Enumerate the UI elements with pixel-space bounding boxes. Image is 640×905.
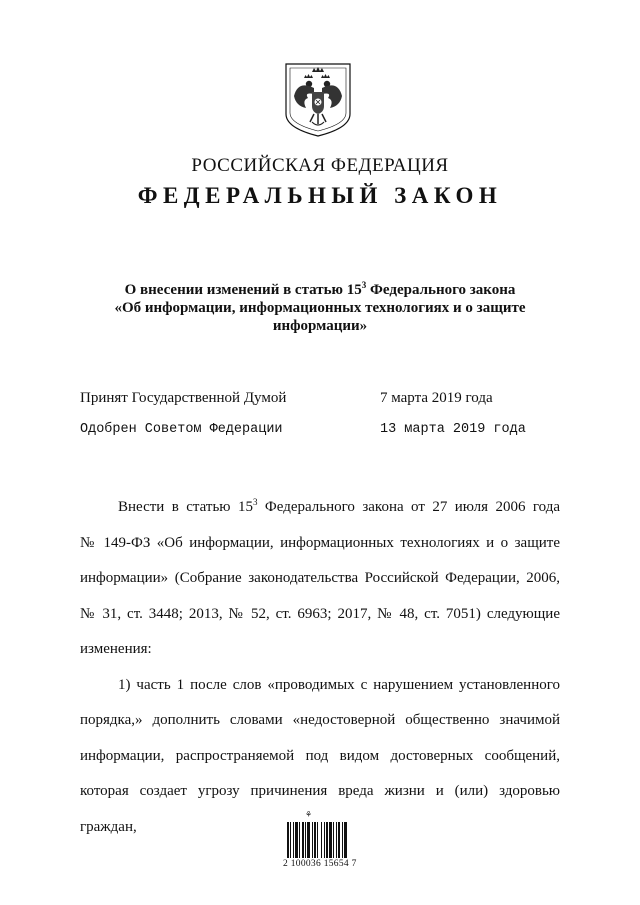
- barcode-bar: [312, 822, 313, 858]
- law-title: [90, 281, 550, 335]
- body-line: информации» (Собрание законодательства Российской Федерации, 2006,: [80, 570, 560, 586]
- barcode-bar: [295, 822, 298, 858]
- barcode-bar: [305, 822, 306, 858]
- barcode-bar: [287, 822, 289, 858]
- barcode-number: 2 100036 15654 7: [283, 859, 357, 869]
- body-line: [80, 490, 560, 526]
- title-line-3: информации»: [272, 318, 368, 334]
- barcode-bar: [324, 822, 325, 858]
- barcode-bar: [344, 822, 347, 858]
- barcode-bar: [321, 822, 322, 858]
- duma-label: Принят Государственной Думой: [80, 390, 287, 406]
- law-body: [80, 490, 560, 845]
- council-date: 13 марта 2019 года: [380, 422, 526, 437]
- registry-mark-icon: ⚘: [305, 810, 313, 819]
- title-line-1: [90, 281, 550, 299]
- country-heading: РОССИЙСКАЯ ФЕДЕРАЦИЯ: [191, 155, 449, 176]
- body-line: информации, распространяемой под видом достоверных сообщений,: [80, 747, 560, 764]
- body-text: Федерального закона от 27 июля 2006 года: [257, 499, 561, 515]
- law-type-heading: ФЕДЕРАЛЬНЫЙ ЗАКОН: [137, 183, 503, 208]
- barcode: [283, 810, 373, 874]
- barcode-bar: [299, 822, 300, 858]
- barcode-bar: [338, 822, 340, 858]
- barcode-bar: [302, 822, 304, 858]
- body-line: изменения:: [80, 641, 152, 657]
- council-label: Одобрен Советом Федерации: [80, 422, 283, 437]
- body-line: которая создает угрозу причинения вреда жизни и (или) здоровью граждан,: [80, 783, 560, 835]
- body-line: № 31, ст. 3448; 2013, № 52, ст. 6963; 2017, № 48, ст. 7051) следующие: [80, 605, 560, 622]
- title-line-1-rest: Федерального закона: [366, 282, 516, 298]
- barcode-image: [287, 822, 367, 858]
- body-line: 1) часть 1 после слов «проводимых с нарушением установленного: [118, 676, 560, 693]
- article-superscript: 3: [252, 497, 258, 507]
- body-text: Внести в статью 15: [118, 499, 253, 515]
- body-line: № 149-ФЗ «Об информации, информационных технологиях и о защите: [80, 534, 560, 551]
- barcode-bar: [314, 822, 316, 858]
- barcode-bar: [317, 822, 318, 858]
- barcode-bar: [329, 822, 332, 858]
- barcode-bar: [326, 822, 328, 858]
- duma-date: 7 марта 2019 года: [380, 390, 493, 406]
- title-line-2: «Об информации, информационных технологиях и о защите: [114, 300, 526, 316]
- barcode-bar: [333, 822, 334, 858]
- barcode-bar: [293, 822, 294, 858]
- article-superscript: 3: [361, 280, 367, 290]
- barcode-bar: [342, 822, 343, 858]
- title-line-1-text: О внесении изменений в статью 15: [124, 282, 362, 298]
- barcode-bar: [307, 822, 310, 858]
- barcode-bar: [290, 822, 291, 858]
- body-line: порядка,» дополнить словами «недостоверной общественно значимой: [80, 712, 560, 728]
- coat-of-arms-icon: [284, 62, 352, 138]
- barcode-bar: [336, 822, 337, 858]
